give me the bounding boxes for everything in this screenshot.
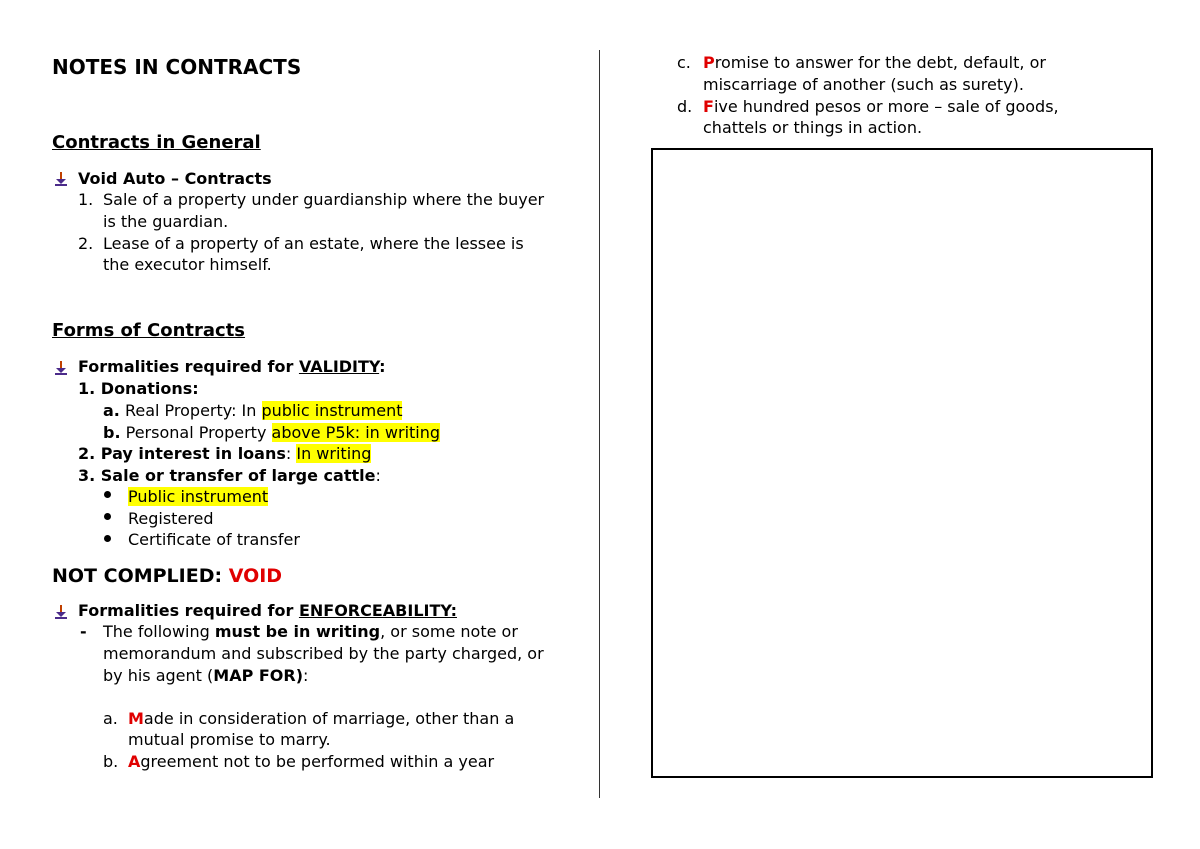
list-item: Registered xyxy=(128,509,214,528)
list-item-text: is the guardian. xyxy=(103,212,229,231)
arrow-bullet-icon xyxy=(55,361,67,375)
list-marker: d. xyxy=(677,97,693,116)
list-item: Public instrument xyxy=(128,487,269,506)
paragraph-line: by his agent (MAP FOR): xyxy=(103,666,309,685)
pay-interest-item: 2. Pay interest in loans: In writing xyxy=(78,444,372,463)
empty-box xyxy=(651,148,1153,778)
bullet-dot-icon xyxy=(104,491,111,498)
list-item: 2. xyxy=(78,234,94,253)
not-complied-line: NOT COMPLIED: VOID xyxy=(52,565,283,587)
page-title: NOTES IN CONTRACTS xyxy=(52,55,302,79)
list-item-text: Sale of a property under guardianship where the buyer xyxy=(103,190,545,209)
list-item: Promise to answer for the debt, default, or xyxy=(703,53,1046,72)
list-item: Agreement not to be performed within a year xyxy=(128,752,495,771)
paragraph-line: The following must be in writing, or some note or xyxy=(103,622,518,641)
list-item: Made in consideration of marriage, other than a xyxy=(128,709,515,728)
validity-heading: Formalities required for VALIDITY: xyxy=(78,357,386,376)
list-marker: c. xyxy=(677,53,691,72)
list-item-text: Lease of a property of an estate, where the lessee is xyxy=(103,234,524,253)
section-heading-forms: Forms of Contracts xyxy=(52,320,246,341)
list-item: Five hundred pesos or more – sale of goods, xyxy=(703,97,1059,116)
list-item-text: mutual promise to marry. xyxy=(128,730,331,749)
section-heading-general: Contracts in General xyxy=(52,132,261,153)
arrow-bullet-icon xyxy=(55,172,67,186)
enforceability-heading: Formalities required for ENFORCEABILITY: xyxy=(78,601,457,620)
topic-void-auto: Void Auto – Contracts xyxy=(78,169,272,188)
list-item: Certificate of transfer xyxy=(128,530,300,549)
cattle-item: 3. Sale or transfer of large cattle: xyxy=(78,466,381,485)
list-item-text: the executor himself. xyxy=(103,255,272,274)
list-item: 1. xyxy=(78,190,94,209)
list-item-text: miscarriage of another (such as surety). xyxy=(703,75,1024,94)
bullet-dot-icon xyxy=(104,535,111,542)
paragraph-line: memorandum and subscribed by the party charged, or xyxy=(103,644,544,663)
donations-label: 1. Donations: xyxy=(78,379,199,398)
list-marker: b. xyxy=(103,752,119,771)
bullet-dot-icon xyxy=(104,513,111,520)
column-divider xyxy=(599,50,600,798)
arrow-bullet-icon xyxy=(55,605,67,619)
donation-real-property: a. Real Property: In public instrument xyxy=(103,401,403,420)
list-item-text: chattels or things in action. xyxy=(703,118,923,137)
dash-marker: - xyxy=(80,622,87,641)
donation-personal-property: b. Personal Property above P5k: in writing xyxy=(103,423,441,442)
list-marker: a. xyxy=(103,709,118,728)
